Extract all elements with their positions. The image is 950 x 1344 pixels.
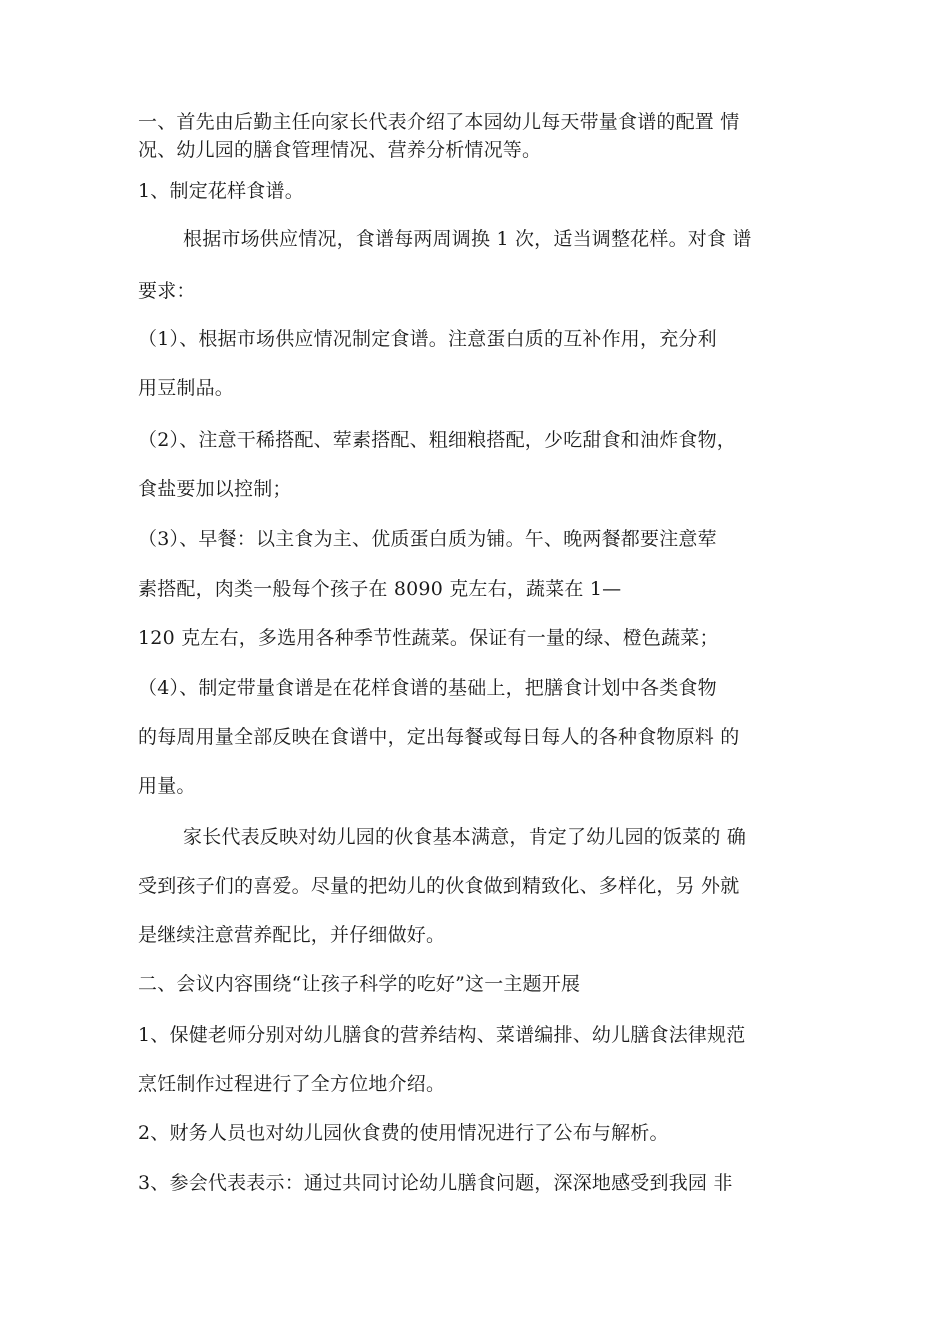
text-line: 用豆制品。 [138,377,235,399]
text-line: 是继续注意营养配比，并仔细做好。 [138,924,446,946]
text-line: 食盐要加以控制； [138,478,292,500]
text-line: 素搭配，肉类一般每个孩子在 8090 克左右，蔬菜在 1— [138,578,622,600]
text-line: 120 克左右，多选用各种季节性蔬菜。保证有一量的绿、橙色蔬菜； [138,627,719,649]
text-line: 根据市场供应情况，食谱每两周调换 1 次，适当调整花样。对食 谱 [183,228,752,250]
text-line: 1、制定花样食谱。 [138,180,304,202]
text-line: 受到孩子们的喜爱。尽量的把幼儿的伙食做到精致化、多样化，另 外就 [138,875,740,897]
text-line: 1、保健老师分别对幼儿膳食的营养结构、菜谱编排、幼儿膳食法律规范 [138,1024,746,1046]
text-line: （4）、制定带量食谱是在花样食谱的基础上，把膳食计划中各类食物 [138,677,717,699]
text-line: （2）、注意干稀搭配、荤素搭配、粗细粮搭配，少吃甜食和油炸食物， [138,429,736,451]
text-line: 要求： [138,280,196,302]
text-line: 家长代表反映对幼儿园的伙食基本满意，肯定了幼儿园的饭菜的 确 [183,826,747,848]
text-line: （1）、根据市场供应情况制定食谱。注意蛋白质的互补作用，充分利 [138,328,717,350]
text-line: 烹饪制作过程进行了全方位地介绍。 [138,1073,446,1095]
text-line: 的每周用量全部反映在食谱中，定出每餐或每日每人的各种食物原料 的 [138,726,740,748]
text-line: 2、财务人员也对幼儿园伙食费的使用情况进行了公布与解析。 [138,1122,669,1144]
text-line: 3、参会代表表示：通过共同讨论幼儿膳食问题，深深地感受到我园 非 [138,1172,733,1194]
text-line: 二、会议内容围绕“让孩子科学的吃好”这一主题开展 [138,973,581,995]
text-line: 况、幼儿园的膳食管理情况、营养分析情况等。 [138,139,542,161]
text-line: 一、首先由后勤主任向家长代表介绍了本园幼儿每天带量食谱的配置 情 [138,111,740,133]
text-line: （3）、早餐：以主食为主、优质蛋白质为铺。午、晚两餐都要注意荤 [138,528,717,550]
text-line: 用量。 [138,775,196,797]
